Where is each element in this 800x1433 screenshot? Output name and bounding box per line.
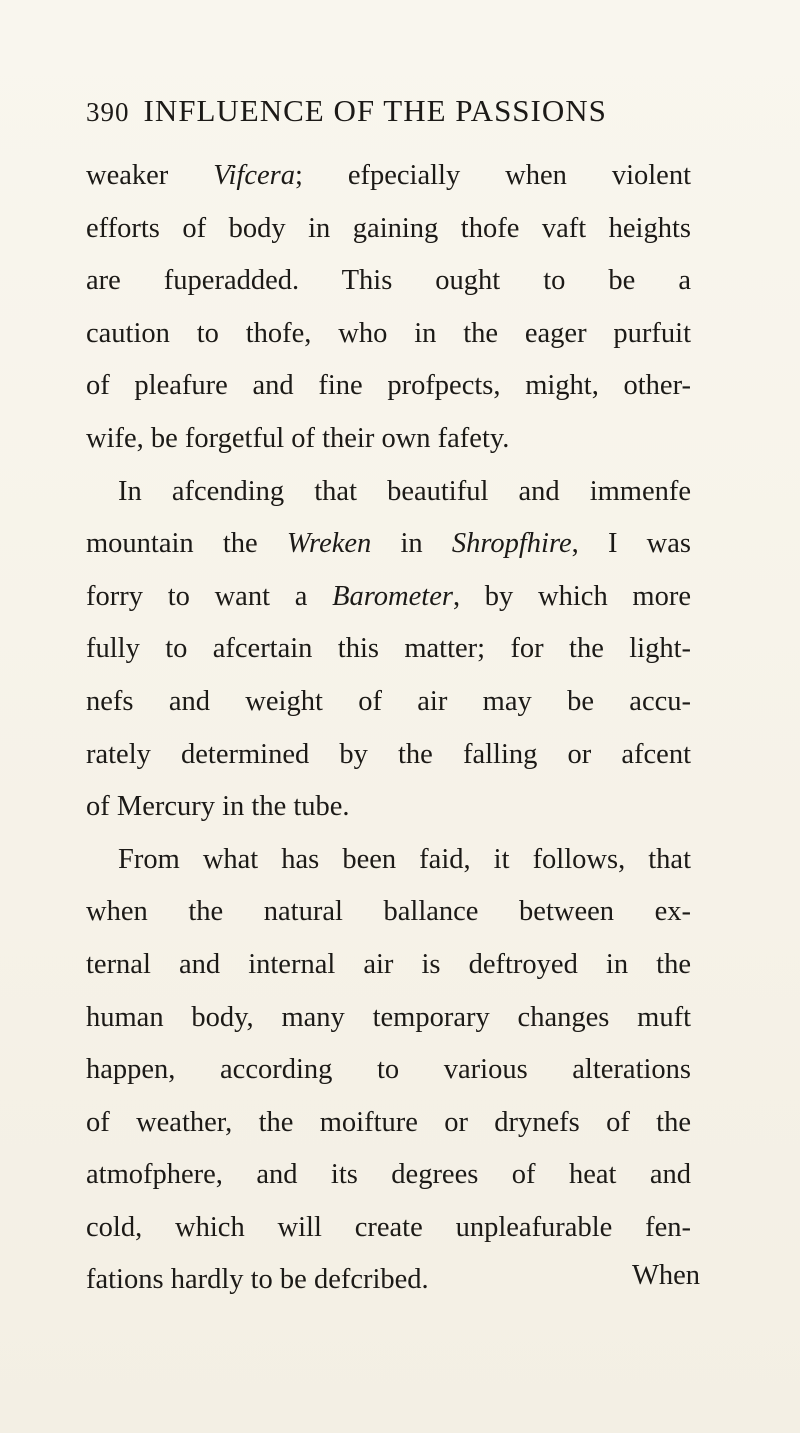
running-head: [86, 93, 726, 133]
text-line-4: caution to thofe, who in the eager purfuit: [86, 317, 691, 349]
text-line-20: atmofphere, and its degrees of heat and: [86, 1159, 691, 1191]
text-line-7: In afcending that beautiful and immenfe: [118, 475, 691, 507]
text-line-8: mountain the Wreken in Shropfhire, I was: [86, 528, 691, 560]
text-line-10: fully to afcertain this matter; for the light-: [86, 633, 691, 665]
text-line-17: human body, many temporary changes muft: [86, 1001, 691, 1033]
text-line-11: nefs and weight of air may be accu-: [86, 685, 691, 717]
body-text: [86, 150, 691, 1307]
running-head-title: INFLUENCE OF THE PASSIONS: [143, 93, 607, 128]
text-line-22: fations hardly to be defcribed.: [86, 1264, 429, 1296]
text-line-15: when the natural ballance between ex-: [86, 896, 691, 928]
text-line-21: cold, which will create unpleafurable fen-: [86, 1211, 691, 1243]
text-line-6: wife, be forgetful of their own fafety.: [86, 422, 510, 454]
text-line-3: are fuperadded. This ought to be a: [86, 265, 691, 297]
text-line-9: forry to want a Barometer, by which more: [86, 580, 691, 612]
page-number: 390: [86, 97, 130, 127]
catchword: When: [631, 1260, 700, 1291]
text-line-5: of pleafure and fine profpects, might, other-: [86, 370, 691, 402]
text-line-12: rately determined by the falling or afcent: [86, 738, 691, 770]
text-line-2: efforts of body in gaining thofe vaft heights: [86, 212, 691, 244]
text-line-13: of Mercury in the tube.: [86, 791, 350, 823]
text-line-14: From what has been faid, it follows, that: [118, 843, 691, 875]
text-line-16: ternal and internal air is deftroyed in the: [86, 948, 691, 980]
text-line-18: happen, according to various alterations: [86, 1054, 691, 1086]
text-line-1: weaker Vifcera; efpecially when violent: [86, 160, 691, 191]
text-line-19: of weather, the moifture or drynefs of the: [86, 1106, 691, 1138]
